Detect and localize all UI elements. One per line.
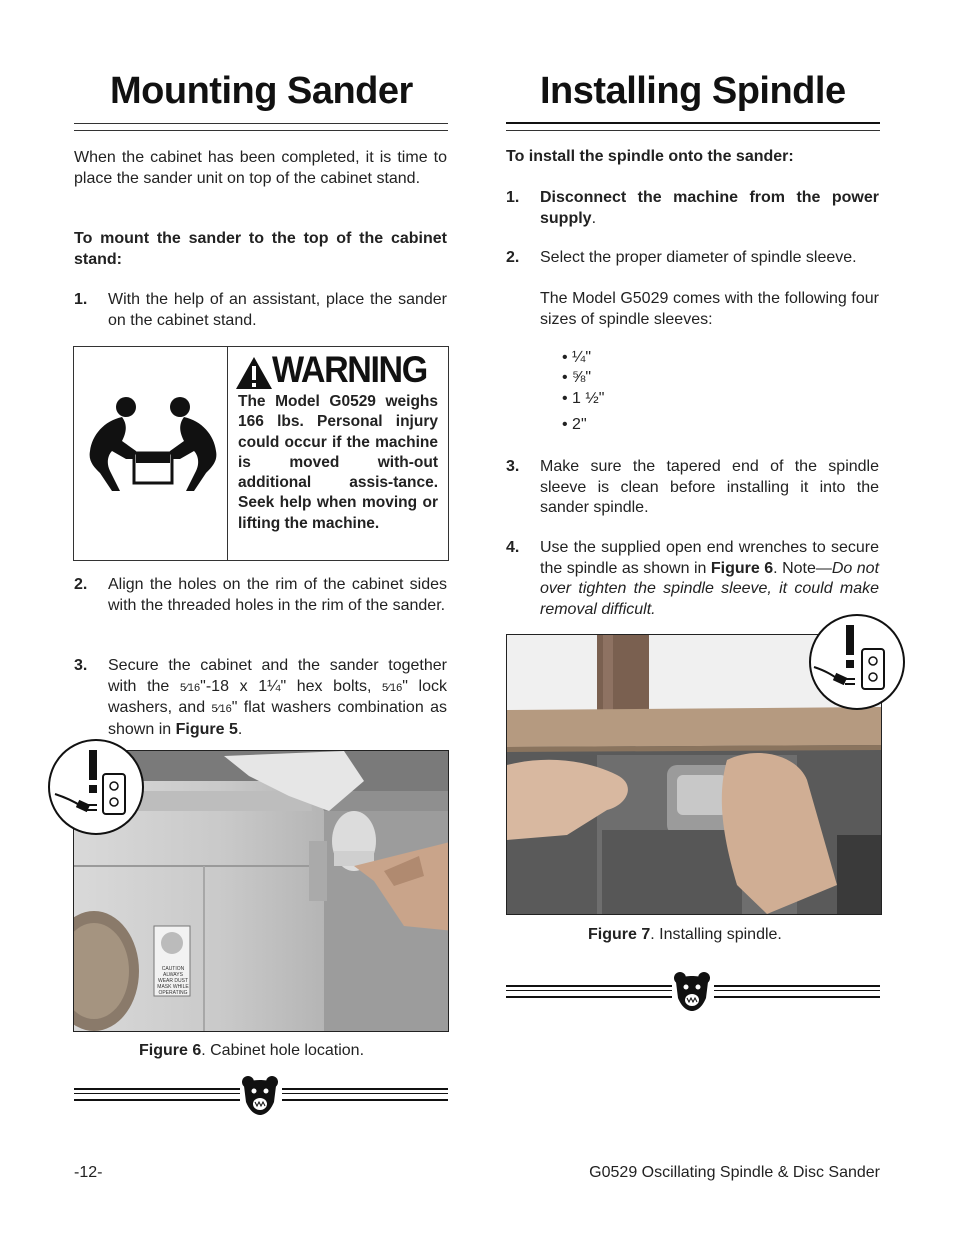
right-step-3 [506, 457, 879, 519]
step-text: Align the holes on the rim of the cabinet sides with the threaded holes in the rim of the sander. [108, 576, 447, 614]
left-end-rule-b [282, 1088, 448, 1101]
step-text: Disconnect the machine from the power supply. [540, 189, 879, 227]
right-instruction: To install the spindle onto the sander: [506, 148, 794, 165]
disconnect-power-icon [47, 738, 145, 836]
right-end-rule-a [506, 985, 672, 998]
warning-text: The Model G0529 weighs 166 lbs. Personal injury could occur if the machine is moved with-out additional assis-tance. Seek help when moving or lifting the machine. [238, 393, 438, 532]
left-title-rule [74, 123, 448, 131]
sleeve-size-1: • ¼" [562, 349, 592, 366]
right-step-2 [506, 248, 879, 332]
sleeve-size-4: • 2" [562, 416, 587, 433]
document-title: G0529 Oscillating Spindle & Disc Sander [589, 1164, 880, 1181]
step-text: Select the proper diameter of spindle sleeve. [540, 249, 857, 266]
left-step-3 [74, 656, 447, 740]
caution-sticker: CAUTION ALWAYS WEAR DUST MASK WHILE OPERATING [157, 966, 189, 996]
warning-triangle-icon [234, 355, 274, 391]
step-text: Make sure the tapered end of the spindle sleeve is clean before installing it into the sander spindle. [540, 458, 879, 516]
page-number: -12- [74, 1164, 103, 1181]
step-number: 1. [74, 291, 88, 308]
right-step-1 [506, 188, 879, 230]
warning-label: WARNING [272, 349, 427, 390]
step-number: 3. [74, 657, 88, 674]
step-number: 1. [506, 189, 520, 206]
disconnect-power-icon-2 [808, 613, 906, 711]
step-number: 3. [506, 458, 520, 475]
step-text: Use the supplied open end wrenches to secure the spindle as shown in Figure 6. Note—Do not over tighten the spindle sleeve, it could make removal difficult. [540, 539, 880, 618]
left-title: Mounting Sander [110, 70, 413, 112]
left-intro: When the cabinet has been completed, it is time to place the sander unit on top of the cabinet stand. [74, 149, 447, 187]
warning-divider [227, 347, 228, 560]
step-number: 2. [74, 576, 88, 593]
right-title-rule [506, 122, 880, 131]
sleeve-size-2: • ⅝" [562, 369, 592, 386]
figure-7-caption: Figure 7. Installing spindle. [588, 926, 782, 943]
left-end-rule-a [74, 1088, 240, 1101]
right-title: Installing Spindle [540, 70, 846, 112]
step-number: 2. [506, 249, 520, 266]
grizzly-bear-logo-icon [240, 1074, 280, 1116]
warning-box [73, 346, 449, 561]
left-instruction: To mount the sander to the top of the cabinet stand: [74, 230, 447, 268]
right-end-rule-b [714, 985, 880, 998]
step-text: Secure the cabinet and the sander together with the 5⁄16"-18 x 1¼" hex bolts, 5⁄16" lock washers, and 5⁄16" flat washers combination as shown in Figure 5. [108, 657, 448, 738]
sleeve-size-3: • 1 ½" [562, 390, 605, 407]
step-number: 4. [506, 539, 520, 556]
left-step-1 [74, 290, 447, 332]
figure-6-caption: Figure 6. Cabinet hole location. [139, 1042, 365, 1059]
step-note: The Model G5029 comes with the following four sizes of spindle sleeves: [540, 290, 879, 328]
two-person-lift-icon [82, 395, 222, 499]
grizzly-bear-logo-icon-2 [672, 970, 712, 1012]
left-step-2 [74, 575, 447, 637]
right-step-4 [506, 538, 879, 622]
step-text: With the help of an assistant, place the sander on the cabinet stand. [108, 291, 447, 329]
